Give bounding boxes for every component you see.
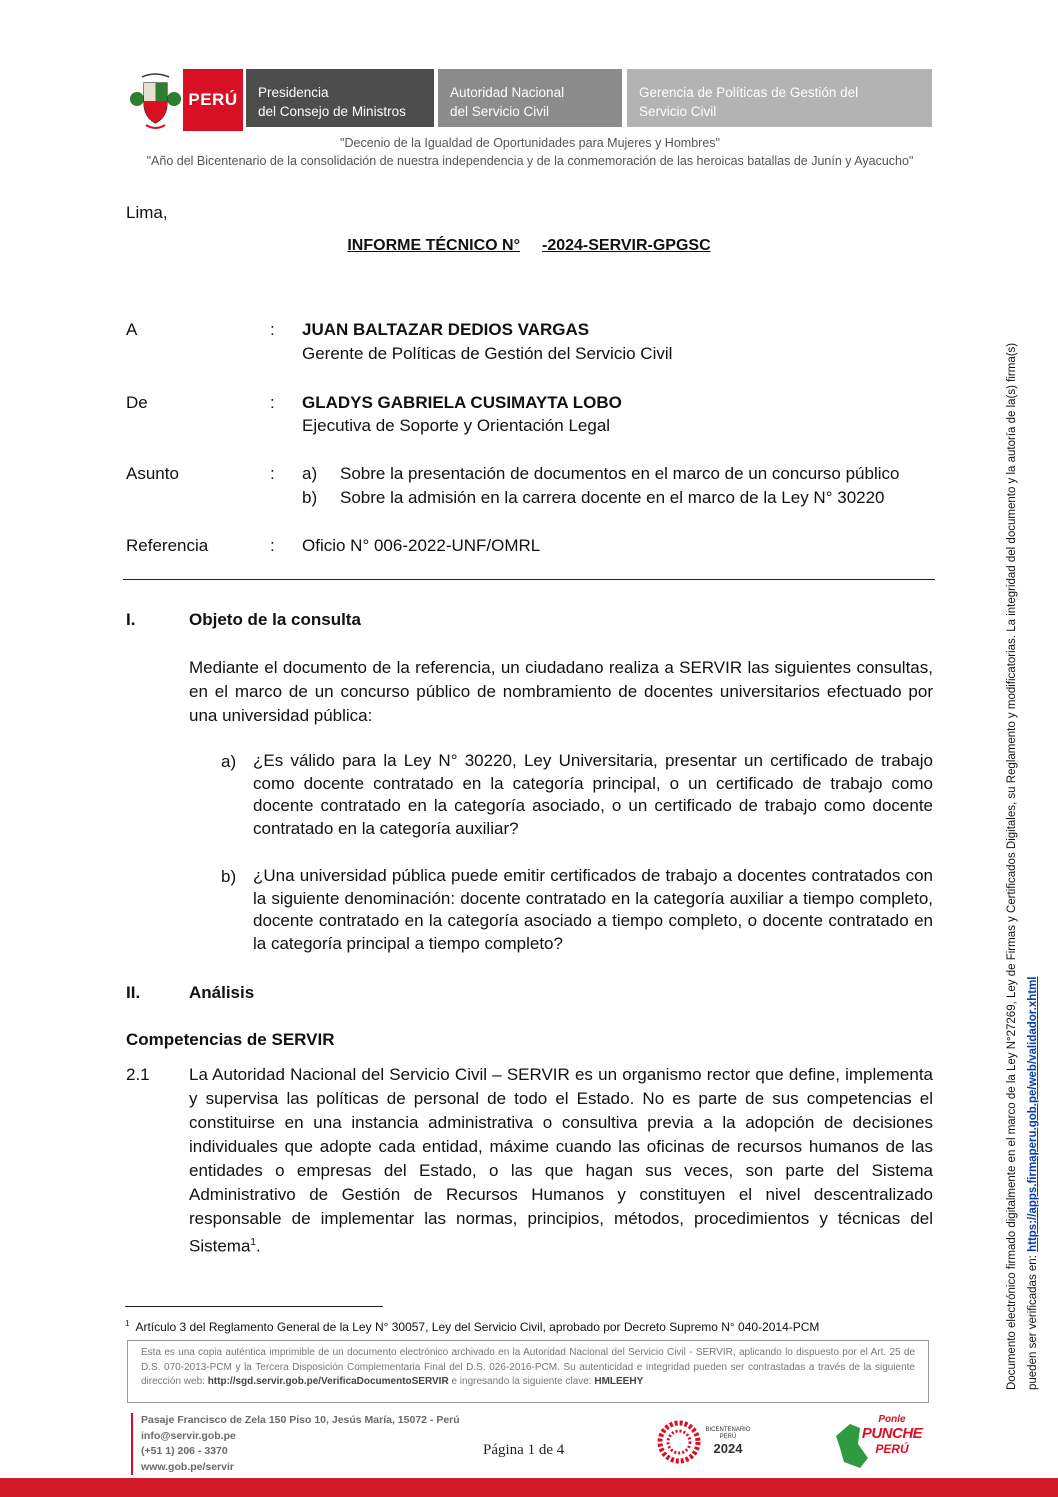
header-box-line: del Consejo de Ministros xyxy=(258,104,406,119)
header-box-line: Gerencia de Políticas de Gestión del xyxy=(639,85,859,100)
notice-text: e ingresando la siguiente clave: xyxy=(448,1376,595,1387)
paragraph-end: . xyxy=(255,1236,261,1256)
signature-note-text: pueden ser verificadas en: xyxy=(1027,1251,1039,1390)
colon: : xyxy=(270,464,275,483)
from-name: GLADYS GABRIELA CUSIMAYTA LOBO xyxy=(302,393,622,412)
peru-logo-text: PERÚ xyxy=(183,69,243,131)
title-part: INFORME TÉCNICO N° xyxy=(347,237,520,254)
to-label: A xyxy=(126,320,138,339)
paragraph-number: 2.1 xyxy=(126,1065,150,1084)
motto-decade: "Decenio de la Igualdad de Oportunidades para Mujeres y Hombres" xyxy=(340,136,720,150)
bicentenario-logo xyxy=(655,1418,755,1466)
subject-a: Sobre la presentación de documentos en el marco de un concurso público xyxy=(340,464,900,483)
footnote-number: 1 xyxy=(125,1319,130,1328)
footnote-ref[interactable]: 1 xyxy=(250,1237,256,1248)
section-title: Objeto de la consulta xyxy=(189,610,361,629)
colon: : xyxy=(270,536,275,555)
from-label: De xyxy=(126,393,148,412)
subject-b-letter: b) xyxy=(302,488,318,507)
item-letter: a) xyxy=(221,752,237,771)
bicentenario-text: BICENTENARIO xyxy=(705,1427,751,1433)
header-box-gpgsc xyxy=(627,69,932,127)
header-box-servir xyxy=(438,69,622,127)
footer-red-bar xyxy=(0,1478,1058,1497)
to-name: JUAN BALTAZAR DEDIOS VARGAS xyxy=(302,320,590,339)
coat-of-arms-icon xyxy=(128,69,183,131)
punche-text: Ponle xyxy=(878,1414,906,1425)
paragraph-text: La Autoridad Nacional del Servicio Civil – SERVIR es un organismo rector que define, implementa y supervisa las políticas de personal de todo el Estado. No es parte de sus competencias el constituirse en una instancia administrativa o consultiva previa a la adopción de decisiones individuales que adopte cada entidad, máxime cuando las oficinas de recursos humanos de las entidades o empresas del Estado, o las que hagan sus veces, son parte del Sistema Administrativo de Gestión de Recursos Humanos y constituyen el nivel descentralizado responsable de implementar las normas, principios, métodos, procedimientos y técnicas del Sistema xyxy=(189,1065,933,1256)
item-letter: b) xyxy=(221,867,237,886)
section-intro: Mediante el documento de la referencia, un ciudadano realiza a SERVIR las siguientes consultas, en el marco de un concurso público de nombramiento de docentes universitarios efectuado por una universidad pública: xyxy=(189,658,933,725)
header-box-line: Servicio Civil xyxy=(639,104,717,119)
place-date: Lima, xyxy=(126,203,168,222)
from-role: Ejecutiva de Soporte y Orientación Legal xyxy=(302,416,611,435)
document-title xyxy=(0,237,1058,255)
verify-key: HMLEEHY xyxy=(594,1376,644,1387)
colon: : xyxy=(270,320,275,339)
validator-link[interactable]: https://apps.firmaperu.gob.pe/web/validador.xhtml xyxy=(1027,976,1039,1252)
subject-b: Sobre la admisión en la carrera docente en el marco de la Ley N° 30220 xyxy=(340,488,885,507)
motto-year: "Año del Bicentenario de la consolidación de nuestra independencia y de la conmemoración de las heroicas batallas de Junín y Ayacucho" xyxy=(146,154,914,168)
paragraph-2-1 xyxy=(189,1063,933,1259)
notice-text: Esta es una copia auténtica imprimible de un documento electrónico archivado en la Autoridad Nacional del Servicio Civil - SERVIR, aplicando lo dispuesto por el Art. 25 de D.S. 070-2013-PCM y la Tercera Disposición Complementaria Final del D.S. 026-2016-PCM. Su autenticidad e integridad pueden ser contrastadas a través de la siguiente dirección web: xyxy=(141,1347,915,1387)
signature-note-line: Documento electrónico firmado digitalmente en el marco de la Ley N°27269, Ley de Firmas y Certificados Digitales, su Reglamento y modificatorias. La integridad del documento y la autoría de la(s) firma(s) xyxy=(1006,342,1018,1390)
question-a: ¿Es válido para la Ley N° 30220, Ley Universitaria, presentar un certificado de trabajo como docente contratado en la categoría principal, o un certificado de trabajo como docente contratado en la categoría asociado, o un certificado de trabajo como docente contratado en la categoría auxiliar? xyxy=(253,751,933,838)
digital-signature-note xyxy=(1002,343,1044,1390)
bicentenario-text: PERÚ xyxy=(719,1434,737,1440)
footnote-text: Artículo 3 del Reglamento General de la Ley N° 30057, Ley del Servicio Civil, aprobado por Decreto Supremo N° 040-2014-PCM xyxy=(135,1320,820,1334)
subject-a-letter: a) xyxy=(302,464,318,483)
page-number: Página 1 de 4 xyxy=(483,1442,565,1458)
section-number: I. xyxy=(126,610,136,629)
ponle-punche-logo xyxy=(830,1414,930,1472)
divider xyxy=(123,579,935,580)
header-box-line: Presidencia xyxy=(258,85,329,100)
footnote xyxy=(125,1319,819,1334)
subject-label: Asunto xyxy=(126,464,179,483)
footnote-divider xyxy=(125,1306,383,1307)
authenticity-notice xyxy=(127,1340,929,1403)
reference-label: Referencia xyxy=(126,536,209,555)
header-box-line: Autoridad Nacional xyxy=(450,85,565,100)
punche-text: PERÚ xyxy=(875,1442,909,1456)
footer-address: Pasaje Francisco de Zela 150 Piso 10, Jesús María, 15072 - Perú xyxy=(141,1414,460,1426)
bicentenario-year: 2024 xyxy=(713,1441,743,1456)
title-part: -2024-SERVIR-GPGSC xyxy=(541,237,711,254)
header-box-line: del Servicio Civil xyxy=(450,104,550,119)
reference-value: Oficio N° 006-2022-UNF/OMRL xyxy=(302,536,541,555)
colon: : xyxy=(270,393,275,412)
subsection-title: Competencias de SERVIR xyxy=(126,1030,335,1049)
header-box-pcm xyxy=(246,69,434,127)
section-number: II. xyxy=(126,983,141,1002)
signature-note-line xyxy=(1023,343,1044,1390)
footer-phone: (+51 1) 206 - 3370 xyxy=(141,1445,228,1457)
footer-contact xyxy=(131,1413,460,1475)
verify-url[interactable]: http://sgd.servir.gob.pe/VerificaDocumentoSERVIR xyxy=(207,1376,449,1387)
to-role: Gerente de Políticas de Gestión del Servicio Civil xyxy=(302,344,673,363)
peru-logo xyxy=(128,69,243,131)
footer-email[interactable]: info@servir.gob.pe xyxy=(141,1429,236,1442)
question-b: ¿Una universidad pública puede emitir certificados de trabajo a docentes contratados con la siguiente denominación: docente contratado en la categoría auxiliar a tiempo completo, docente contratado en la categoría asociado a tiempo completo, o docente contratado en la categoría principal a tiempo completo? xyxy=(253,866,933,953)
section-title: Análisis xyxy=(189,983,255,1002)
footer-web[interactable]: www.gob.pe/servir xyxy=(141,1460,234,1473)
punche-text: PUNCHE xyxy=(861,1425,923,1442)
